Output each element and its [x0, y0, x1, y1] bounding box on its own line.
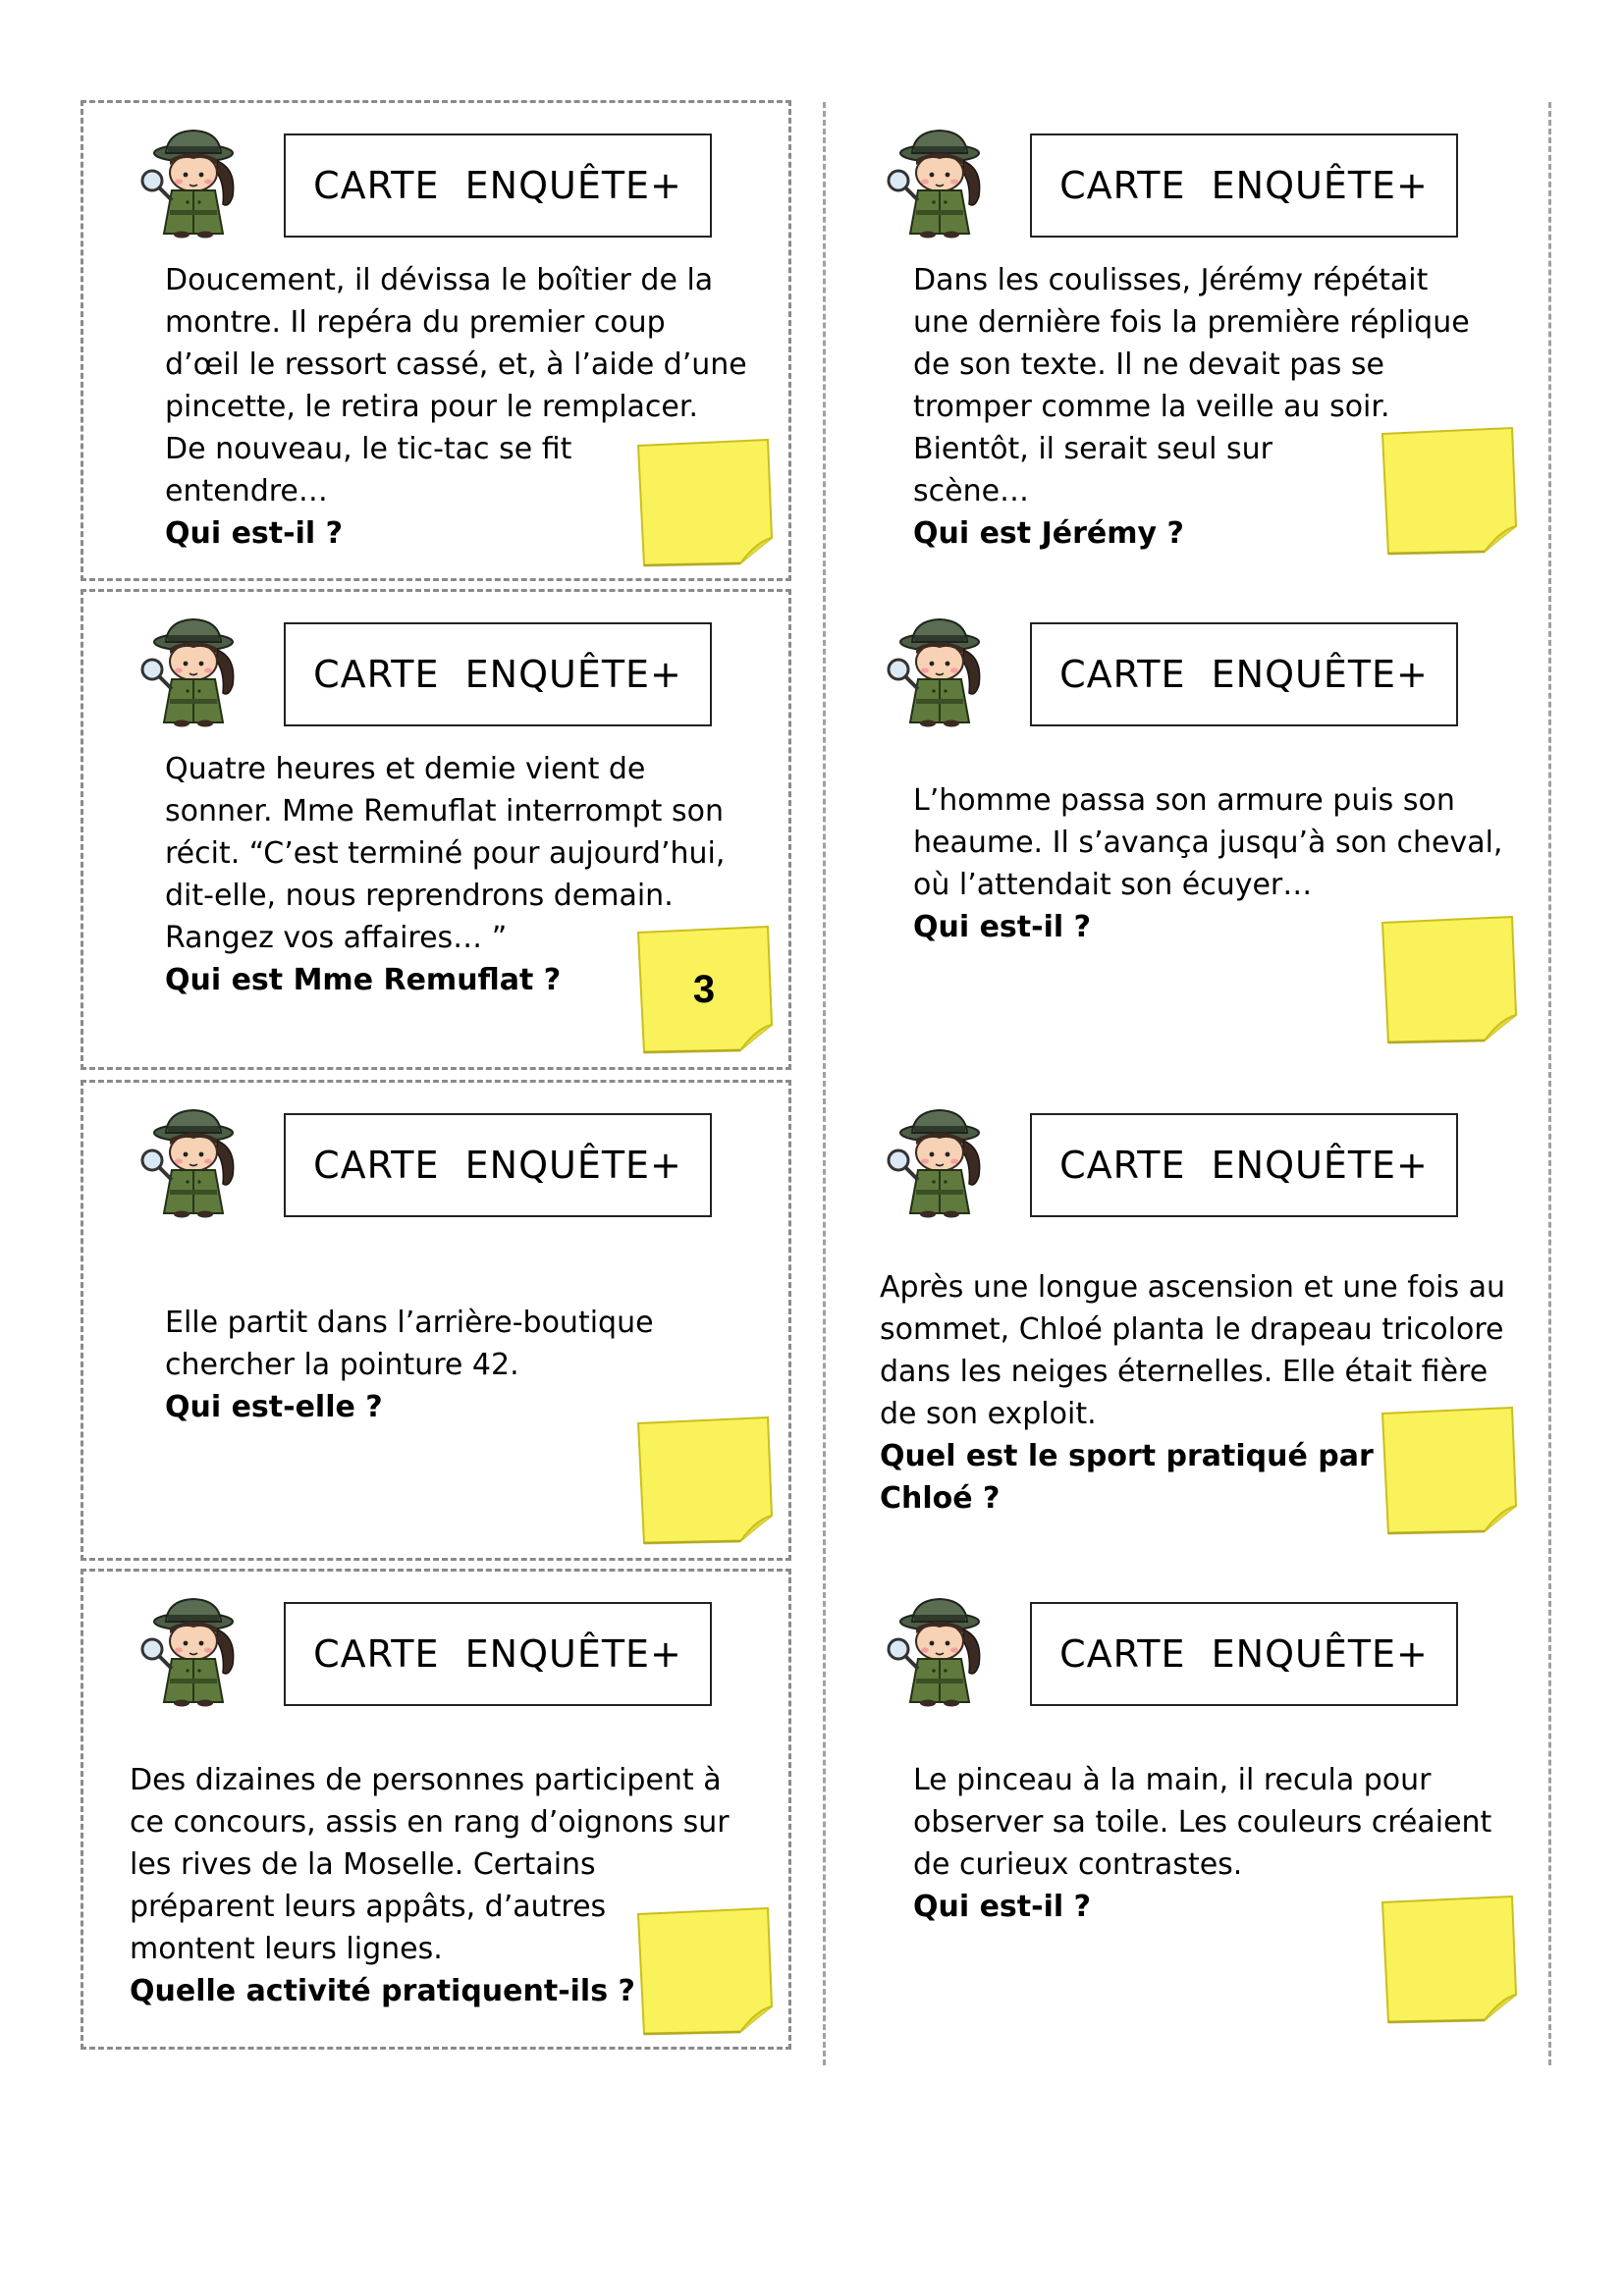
- text-line: tromper comme la veille au soir.: [913, 390, 1390, 424]
- investigation-card: [81, 1080, 807, 1571]
- text-line: dans les neiges éternelles. Elle était fière: [880, 1355, 1489, 1389]
- sticky-note-icon: [1375, 1893, 1522, 2026]
- card-title-box: [284, 622, 712, 726]
- text-line: Dans les coulisses, Jérémy répétait: [913, 263, 1429, 297]
- investigation-card: [81, 589, 807, 1080]
- text-line: Des dizaines de personnes participent à: [130, 1763, 722, 1797]
- card-title-box: [1030, 133, 1458, 238]
- text-line: une dernière fois la première réplique: [913, 305, 1470, 340]
- investigation-card: [81, 100, 807, 591]
- detective-icon: [881, 614, 991, 728]
- text-line: L’homme passa son armure puis son: [913, 783, 1455, 818]
- text-line: ce concours, assis en rang d’oignons sur: [130, 1805, 730, 1840]
- card-question: Quel est le sport pratiqué par: [880, 1439, 1374, 1473]
- detective-icon: [881, 1594, 991, 1708]
- text-line: scène…: [913, 474, 1030, 508]
- detective-icon: [135, 1105, 244, 1219]
- detective-icon: [135, 614, 244, 728]
- cut-line-middle: [823, 102, 826, 2065]
- card-title: CARTE ENQUÊTE+: [313, 164, 682, 207]
- text-line: Après une longue ascension et une fois au: [880, 1270, 1506, 1305]
- text-line: récit. “C’est terminé pour aujourd’hui,: [165, 836, 726, 871]
- card-question: Qui est-il ?: [913, 910, 1091, 944]
- text-line: pincette, le retira pour le remplacer.: [165, 390, 699, 424]
- text-line: Rangez vos affaires… ”: [165, 921, 508, 955]
- card-question: Qui est-il ?: [913, 1890, 1091, 1924]
- card-title: CARTE ENQUÊTE+: [313, 1632, 682, 1676]
- card-title: CARTE ENQUÊTE+: [1059, 653, 1429, 696]
- card-title-box: [1030, 1602, 1458, 1706]
- card-question: Quelle activité pratiquent-ils ?: [130, 1974, 635, 2008]
- text-line: les rives de la Moselle. Certains: [130, 1847, 596, 1882]
- text-line: entendre…: [165, 474, 328, 508]
- card-title: CARTE ENQUÊTE+: [1059, 164, 1429, 207]
- text-line: montre. Il repéra du premier coup: [165, 305, 666, 340]
- card-title-box: [1030, 622, 1458, 726]
- text-line: de son exploit.: [880, 1397, 1097, 1431]
- investigation-card: [827, 1080, 1553, 1571]
- text-line: montent leurs lignes.: [130, 1932, 443, 1966]
- detective-icon: [881, 1105, 991, 1219]
- investigation-card: [81, 1569, 807, 2059]
- text-line: Quatre heures et demie vient de: [165, 752, 646, 786]
- sticky-note-icon: [630, 1904, 778, 2038]
- detective-icon: [881, 126, 991, 240]
- card-question: Qui est Mme Remuflat ?: [165, 963, 562, 997]
- text-line: chercher la pointure 42.: [165, 1348, 519, 1382]
- card-title: CARTE ENQUÊTE+: [313, 1144, 682, 1187]
- investigation-card: [827, 100, 1553, 591]
- text-line: De nouveau, le tic-tac se fit: [165, 432, 572, 466]
- text-line: d’œil le ressort cassé, et, à l’aide d’une: [165, 347, 747, 382]
- text-line: sonner. Mme Remuflat interrompt son: [165, 794, 724, 828]
- sticky-note-icon: [1375, 1404, 1522, 1537]
- text-line: Elle partit dans l’arrière-boutique: [165, 1306, 654, 1340]
- card-text: [165, 1302, 654, 1428]
- text-line: de curieux contrastes.: [913, 1847, 1243, 1882]
- text-line: sommet, Chloé planta le drapeau tricolore: [880, 1312, 1504, 1347]
- text-line: observer sa toile. Les couleurs créaient: [913, 1805, 1492, 1840]
- detective-icon: [135, 1594, 244, 1708]
- text-line: dit-elle, nous reprendrons demain.: [165, 879, 674, 913]
- sticky-note-icon: [1375, 424, 1522, 558]
- card-title: CARTE ENQUÊTE+: [1059, 1144, 1429, 1187]
- sticky-note-number: 3: [692, 967, 716, 1011]
- card-question: Qui est-il ?: [165, 516, 343, 551]
- text-line: où l’attendait son écuyer…: [913, 868, 1313, 902]
- card-question: Qui est Jérémy ?: [913, 516, 1184, 551]
- card-question: Qui est-elle ?: [165, 1390, 383, 1424]
- text-line: de son texte. Il ne devait pas se: [913, 347, 1384, 382]
- card-title-box: [284, 133, 712, 238]
- investigation-card: [827, 589, 1553, 1080]
- sticky-note-icon: [630, 436, 778, 569]
- investigation-card: [827, 1569, 1553, 2059]
- detective-icon: [135, 126, 244, 240]
- text-line: Bientôt, il serait seul sur: [913, 432, 1272, 466]
- text-line: Doucement, il dévissa le boîtier de la: [165, 263, 714, 297]
- card-question: Chloé ?: [880, 1481, 1001, 1516]
- card-title-box: [1030, 1113, 1458, 1217]
- sticky-note-icon: [1375, 913, 1522, 1046]
- card-title: CARTE ENQUÊTE+: [313, 653, 682, 696]
- card-title-box: [284, 1113, 712, 1217]
- sticky-note-icon: [630, 1414, 778, 1547]
- text-line: préparent leurs appâts, d’autres: [130, 1890, 607, 1924]
- card-title-box: [284, 1602, 712, 1706]
- text-line: Le pinceau à la main, il recula pour: [913, 1763, 1432, 1797]
- text-line: heaume. Il s’avança jusqu’à son cheval,: [913, 826, 1503, 860]
- card-title: CARTE ENQUÊTE+: [1059, 1632, 1429, 1676]
- sticky-note: [630, 923, 778, 1056]
